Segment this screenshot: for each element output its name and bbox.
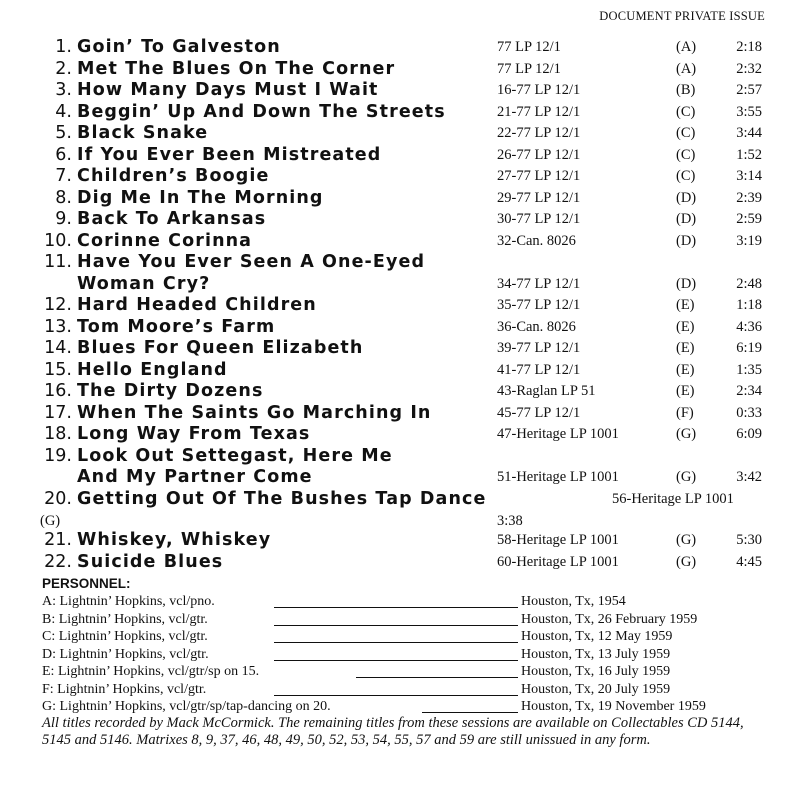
- track-row: [40, 37, 770, 59]
- track-session: (E): [676, 383, 695, 399]
- track-row: [40, 80, 770, 102]
- leader-rule: [422, 712, 518, 713]
- track-matrix: 30-77 LP 12/1: [497, 211, 581, 227]
- track-row: [40, 145, 770, 167]
- track-session: (A): [676, 39, 697, 55]
- recording-notes: All titles recorded by Mack McCormick. The remaining titles from these sessions are available on Collectables CD 5144, 5145 and 5146. Matrixes 8, 9, 37, 46, 48, 49, 50, 52, 53, 54, 55, 57 and 59 are still unissued in any form.: [42, 715, 744, 748]
- track-session: (G): [676, 532, 697, 548]
- track-matrix: 22-77 LP 12/1: [497, 125, 581, 141]
- track-number: 17.: [44, 402, 72, 423]
- personnel-musician: F: Lightnin’ Hopkins, vcl/gtr.: [42, 681, 207, 697]
- track-duration: 2:57: [736, 82, 762, 98]
- track-duration: 5:30: [736, 532, 762, 548]
- track-title: Whiskey, Whiskey: [77, 530, 272, 550]
- track-title: Back To Arkansas: [77, 209, 267, 229]
- track-matrix: 34-77 LP 12/1: [497, 275, 581, 292]
- track-number: 4.: [55, 101, 72, 122]
- track-session: (E): [676, 318, 695, 335]
- track-matrix: 51-Heritage LP 1001: [497, 469, 619, 485]
- track-row: [40, 102, 770, 124]
- track-session: (B): [676, 82, 696, 98]
- track-row: [40, 381, 770, 403]
- track-title: Look Out Settegast, Here Me: [77, 445, 393, 466]
- track-session: (F): [676, 404, 694, 421]
- track-matrix: 29-77 LP 12/1: [497, 189, 581, 206]
- track-matrix: 35-77 LP 12/1: [497, 297, 581, 313]
- track-number: 7.: [55, 166, 72, 186]
- personnel-musician: B: Lightnin’ Hopkins, vcl/gtr.: [42, 611, 208, 627]
- track-session: (C): [676, 125, 696, 141]
- track-title: Goin’ To Galveston: [77, 37, 281, 57]
- track-duration: 4:36: [736, 318, 762, 335]
- track-title: When The Saints Go Marching In: [77, 402, 432, 423]
- track-session: (D): [676, 275, 697, 292]
- track-row: [40, 446, 770, 490]
- track-matrix: 56-Heritage LP 1001: [612, 490, 734, 507]
- personnel-musician: D: Lightnin’ Hopkins, vcl/gtr.: [42, 646, 209, 662]
- track-title: Hard Headed Children: [77, 295, 317, 315]
- track-matrix: 60-Heritage LP 1001: [497, 553, 619, 570]
- track-duration: 2:59: [736, 211, 762, 227]
- track-matrix: 41-77 LP 12/1: [497, 361, 581, 378]
- track-row: [40, 188, 770, 210]
- track-matrix: 58-Heritage LP 1001: [497, 532, 619, 548]
- track-title: Suicide Blues: [77, 551, 224, 572]
- track-matrix: 39-77 LP 12/1: [497, 340, 581, 356]
- personnel-row: [42, 647, 772, 664]
- track-number: 8.: [55, 187, 72, 208]
- track-matrix: 45-77 LP 12/1: [497, 404, 581, 421]
- track-session: (G): [676, 426, 697, 442]
- track-title: Long Way From Texas: [77, 424, 311, 444]
- track-duration: 3:44: [736, 125, 762, 141]
- leader-rule: [274, 607, 518, 608]
- personnel-row: [42, 664, 772, 681]
- track-matrix: 47-Heritage LP 1001: [497, 426, 619, 442]
- personnel-musician: G: Lightnin’ Hopkins, vcl/gtr/sp/tap-dancing on 20.: [42, 699, 331, 714]
- leader-rule: [356, 677, 518, 678]
- track-duration: 4:45: [736, 553, 762, 570]
- track-duration: 0:33: [736, 404, 762, 421]
- track-session: (G): [676, 469, 697, 485]
- track-number: 15.: [44, 359, 72, 380]
- track-row: [40, 209, 770, 231]
- track-matrix: 21-77 LP 12/1: [497, 103, 581, 120]
- track-title: The Dirty Dozens: [77, 381, 264, 401]
- track-row: [40, 424, 770, 446]
- track-duration: 2:32: [736, 60, 762, 77]
- track-number: 12.: [44, 295, 72, 315]
- track-duration: 3:42: [736, 469, 762, 485]
- track-matrix: 26-77 LP 12/1: [497, 146, 581, 163]
- track-duration: 1:35: [736, 361, 762, 378]
- track-title: Met The Blues On The Corner: [77, 58, 396, 79]
- track-session: (E): [676, 340, 695, 356]
- track-matrix: 27-77 LP 12/1: [497, 168, 581, 184]
- track-number: 18.: [44, 424, 72, 444]
- track-number: 14.: [44, 338, 72, 358]
- personnel-location-date: Houston, Tx, 19 November 1959: [521, 699, 706, 714]
- track-duration: 3:38: [497, 512, 523, 529]
- track-number: 20.: [44, 488, 72, 509]
- track-number: 3.: [55, 80, 72, 100]
- personnel-location-date: Houston, Tx, 12 May 1959: [521, 629, 673, 644]
- track-row: [40, 317, 770, 339]
- personnel-musician: C: Lightnin’ Hopkins, vcl/gtr.: [42, 629, 208, 644]
- track-duration: 2:34: [736, 383, 762, 399]
- label-header: DOCUMENT PRIVATE ISSUE: [599, 9, 765, 23]
- leader-rule: [274, 642, 518, 643]
- track-duration: 2:18: [736, 39, 762, 55]
- track-duration: 6:09: [736, 426, 762, 442]
- personnel-location-date: Houston, Tx, 13 July 1959: [521, 646, 671, 662]
- track-title: Corinne Corinna: [77, 230, 253, 251]
- track-row: [40, 338, 770, 360]
- track-number: 11.: [44, 252, 72, 272]
- track-session: (D): [676, 211, 697, 227]
- track-row: [40, 295, 770, 317]
- track-matrix: 43-Raglan LP 51: [497, 383, 596, 399]
- track-number: 10.: [44, 230, 72, 251]
- track-number: 16.: [44, 381, 72, 401]
- personnel-location-date: Houston, Tx, 1954: [521, 594, 626, 609]
- track-number: 13.: [44, 316, 72, 337]
- track-number: 22.: [44, 551, 72, 572]
- track-duration: 2:48: [736, 275, 762, 292]
- track-row: [40, 530, 770, 552]
- track-title: How Many Days Must I Wait: [77, 80, 379, 100]
- track-title-continued: And My Partner Come: [77, 467, 313, 487]
- track-row: [40, 360, 770, 382]
- track-matrix: 77 LP 12/1: [497, 60, 561, 77]
- track-session: (C): [676, 168, 696, 184]
- personnel-heading: PERSONNEL:: [42, 576, 131, 591]
- track-session: (E): [676, 297, 695, 313]
- track-row: [40, 552, 770, 574]
- track-matrix: 32-Can. 8026: [497, 232, 576, 249]
- track-duration: 2:39: [736, 189, 762, 206]
- personnel-location-date: Houston, Tx, 20 July 1959: [521, 681, 671, 697]
- personnel-row: [42, 699, 772, 716]
- track-title: Children’s Boogie: [77, 166, 270, 186]
- track-session: (G): [676, 553, 697, 570]
- track-title: Beggin’ Up And Down The Streets: [77, 101, 446, 122]
- track-title: If You Ever Been Mistreated: [77, 144, 382, 165]
- track-row: [40, 123, 770, 145]
- track-number: 2.: [55, 58, 72, 79]
- track-number: 1.: [55, 37, 72, 57]
- personnel-row: [42, 682, 772, 699]
- track-duration: 6:19: [736, 340, 762, 356]
- track-duration: 1:52: [736, 146, 762, 163]
- personnel-musician: E: Lightnin’ Hopkins, vcl/gtr/sp on 15.: [42, 664, 260, 679]
- track-number: 9.: [55, 209, 72, 229]
- track-matrix: 36-Can. 8026: [497, 318, 576, 335]
- personnel-row: [42, 629, 772, 646]
- personnel-row: [42, 594, 772, 611]
- track-title-continued: Woman Cry?: [77, 273, 211, 294]
- track-matrix: 16-77 LP 12/1: [497, 82, 581, 98]
- track-title: Black Snake: [77, 123, 209, 143]
- personnel-row: [42, 612, 772, 629]
- track-title: Hello England: [77, 359, 228, 380]
- track-session: (C): [676, 146, 696, 163]
- track-row: [40, 403, 770, 425]
- track-number: 5.: [55, 123, 72, 143]
- track-title: Dig Me In The Morning: [77, 187, 324, 208]
- track-duration: 3:14: [736, 168, 762, 184]
- track-row: [40, 59, 770, 81]
- track-row: [40, 231, 770, 253]
- track-matrix: 77 LP 12/1: [497, 39, 561, 55]
- track-duration: 3:55: [736, 103, 762, 120]
- track-session: (G): [40, 512, 61, 529]
- track-duration: 3:19: [736, 232, 762, 249]
- track-title: Getting Out Of The Bushes Tap Dance: [77, 488, 487, 509]
- personnel-location-date: Houston, Tx, 16 July 1959: [521, 664, 671, 679]
- track-session: (A): [676, 60, 697, 77]
- track-row: [40, 166, 770, 188]
- track-session: (D): [676, 232, 697, 249]
- personnel-musician: A: Lightnin’ Hopkins, vcl/pno.: [42, 594, 215, 609]
- leader-rule: [274, 695, 518, 696]
- leader-rule: [274, 660, 518, 661]
- track-row: [40, 489, 770, 533]
- track-number: 21.: [44, 530, 72, 550]
- track-row: [40, 252, 770, 296]
- track-title: Tom Moore’s Farm: [77, 316, 276, 337]
- track-title: Have You Ever Seen A One-Eyed: [77, 252, 426, 272]
- track-session: (C): [676, 103, 696, 120]
- track-session: (D): [676, 189, 697, 206]
- track-title: Blues For Queen Elizabeth: [77, 338, 364, 358]
- track-number: 6.: [55, 144, 72, 165]
- personnel-location-date: Houston, Tx, 26 February 1959: [521, 611, 698, 627]
- leader-rule: [274, 625, 518, 626]
- track-duration: 1:18: [736, 297, 762, 313]
- track-number: 19.: [44, 445, 72, 466]
- track-session: (E): [676, 361, 695, 378]
